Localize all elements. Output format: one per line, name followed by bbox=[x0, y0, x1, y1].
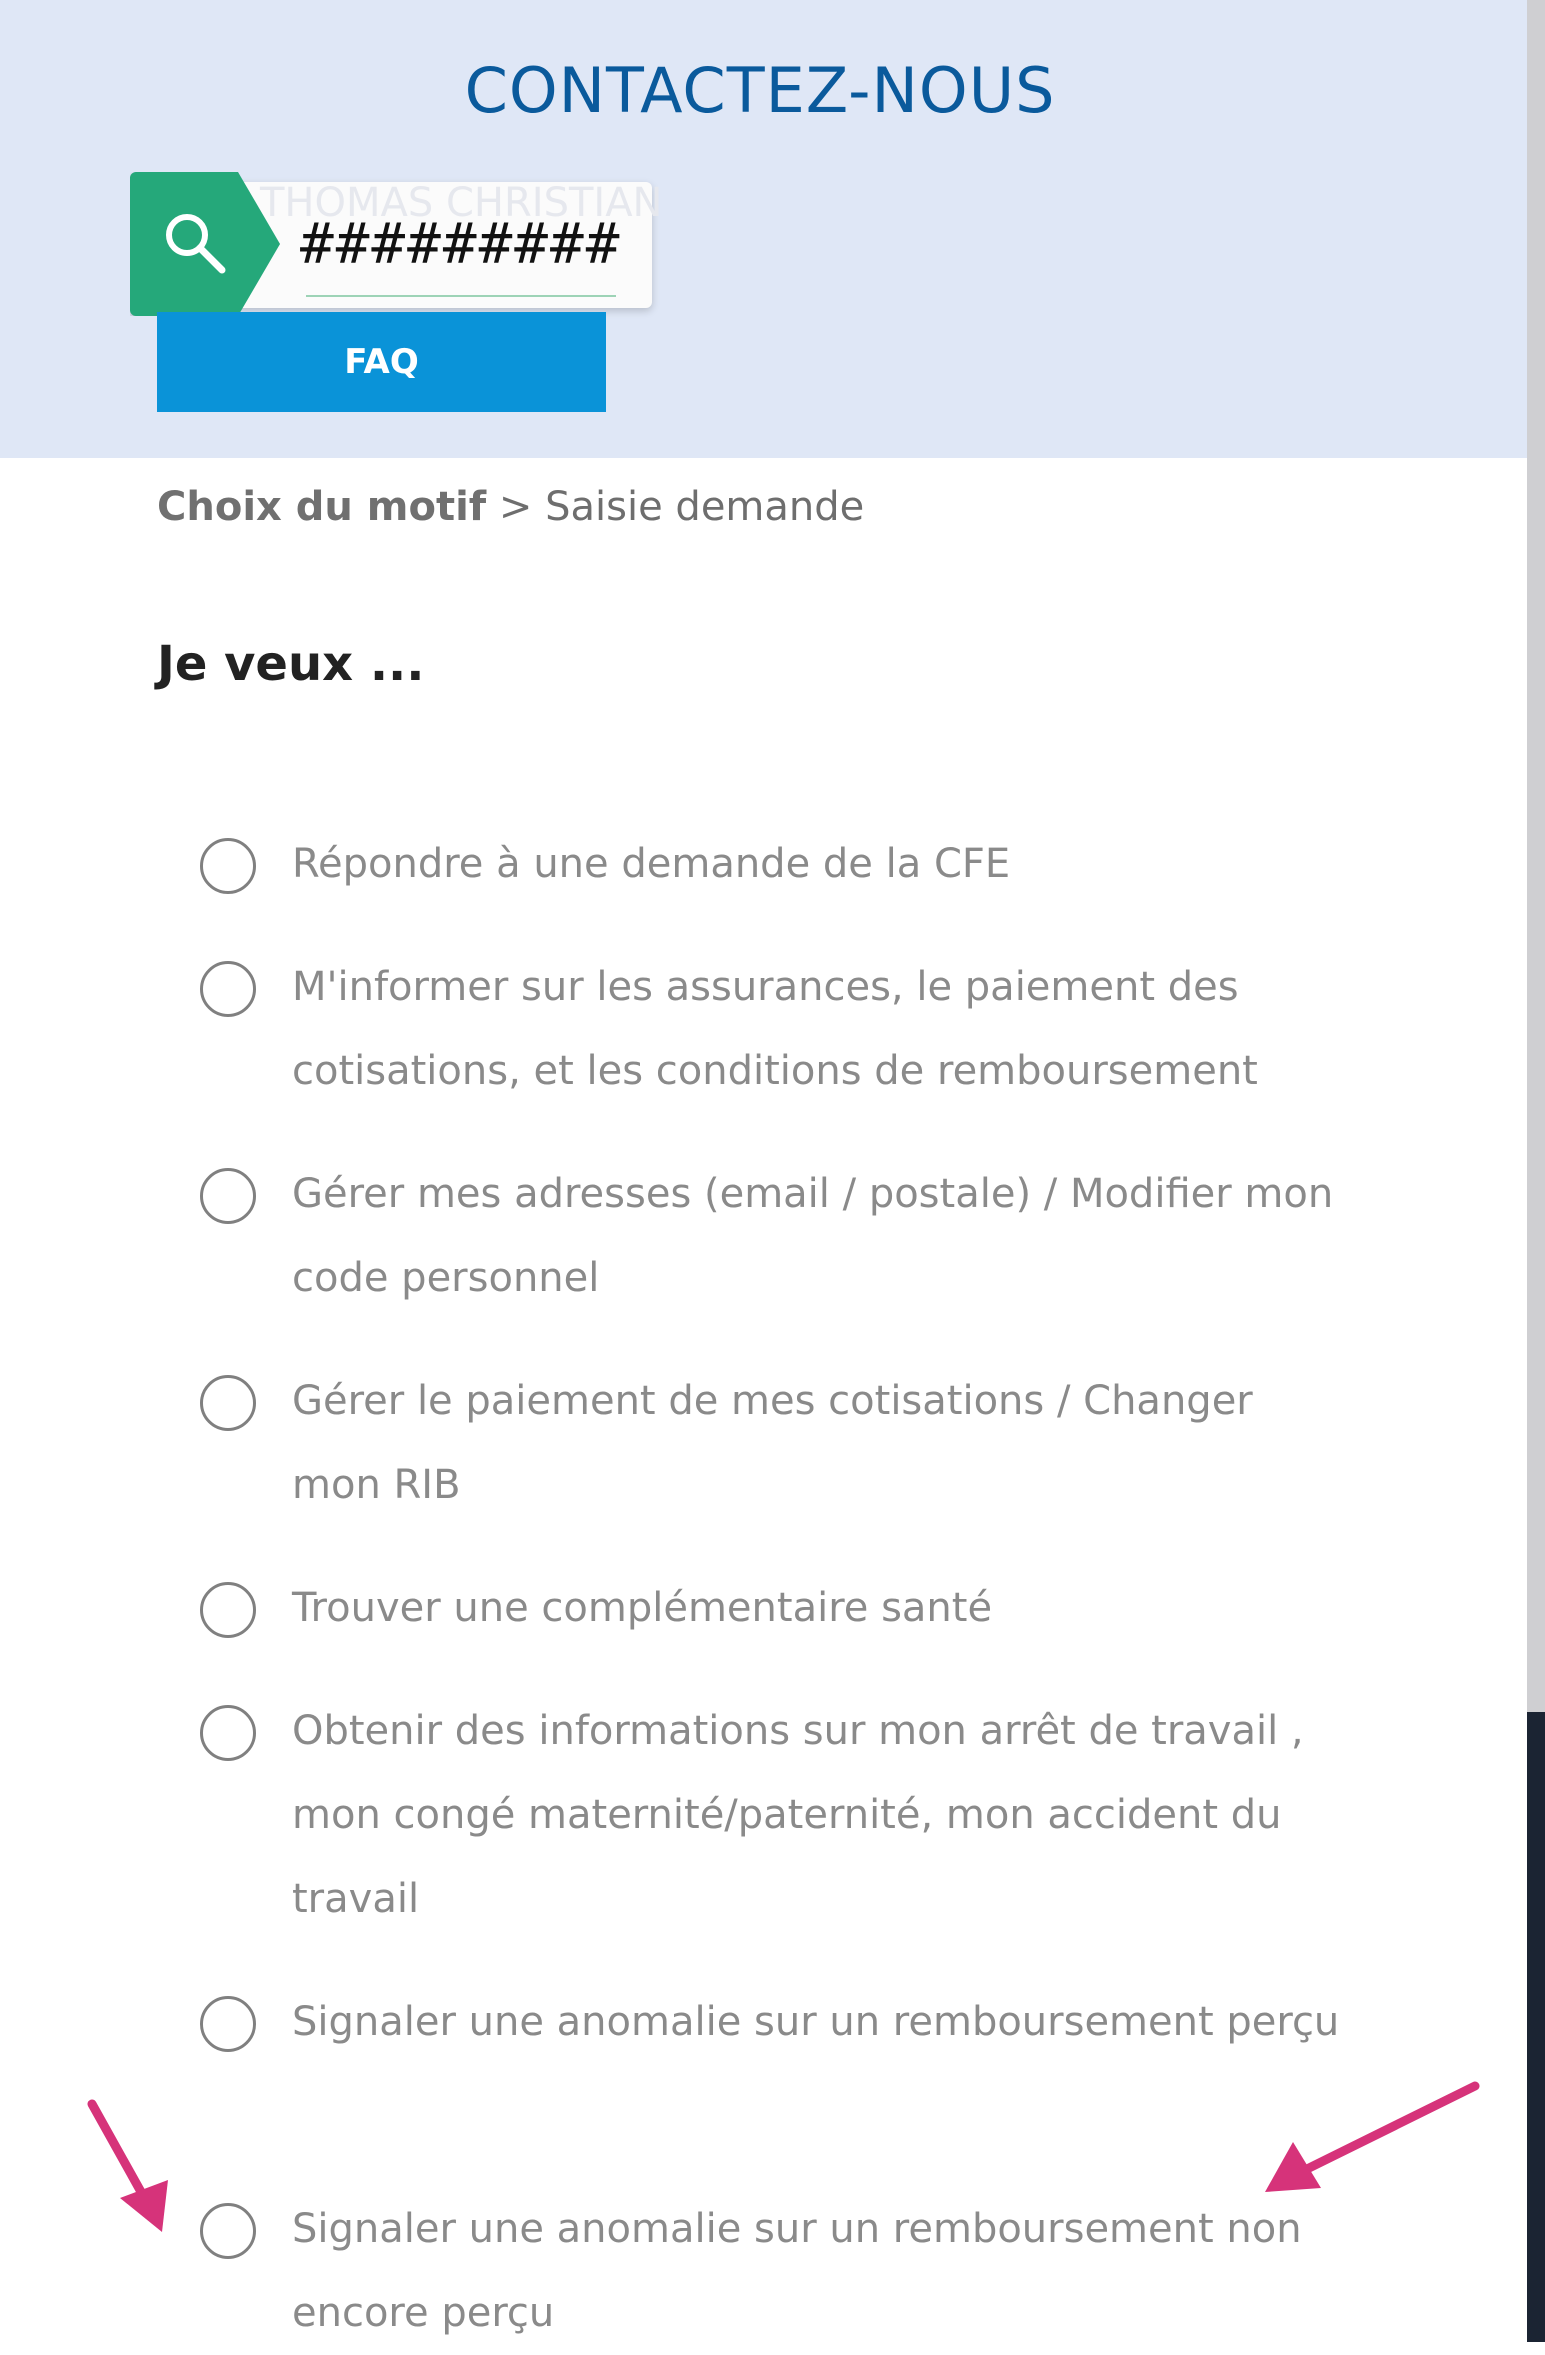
radio-button[interactable] bbox=[200, 961, 256, 1017]
radio-button[interactable] bbox=[200, 1582, 256, 1638]
radio-button[interactable] bbox=[200, 1375, 256, 1431]
radio-button[interactable] bbox=[200, 2203, 256, 2259]
form-title: Je veux ... bbox=[157, 636, 425, 692]
option-label: Signaler une anomalie sur un remboursement perçu bbox=[292, 1999, 1340, 2045]
scrollbar-thumb[interactable] bbox=[1527, 1712, 1545, 2342]
option-label: Trouver une complémentaire santé bbox=[292, 1585, 993, 1631]
radio-button[interactable] bbox=[200, 838, 256, 894]
member-name: THOMAS CHRISTIAN bbox=[260, 180, 663, 226]
arrow-annotation-icon bbox=[1255, 2070, 1485, 2200]
option-label: Obtenir des informations sur mon arrêt de travail , mon congé maternité/paternité, mon accident du travail bbox=[292, 1708, 1304, 1922]
breadcrumb-separator: > bbox=[498, 484, 533, 530]
search-icon bbox=[160, 208, 230, 278]
radio-button[interactable] bbox=[200, 1705, 256, 1761]
option-label: Gérer mes adresses (email / postale) / Modifier mon code personnel bbox=[292, 1171, 1334, 1301]
breadcrumb-step-saisie: Saisie demande bbox=[545, 484, 865, 530]
breadcrumb-step-motif[interactable]: Choix du motif bbox=[157, 484, 487, 530]
option-label: Gérer le paiement de mes cotisations / Changer mon RIB bbox=[292, 1378, 1253, 1508]
option-label: M'informer sur les assurances, le paiement des cotisations, et les conditions de remboursement bbox=[292, 964, 1258, 1094]
radio-button[interactable] bbox=[200, 1168, 256, 1224]
member-number: ######### bbox=[300, 212, 622, 277]
member-number-underline bbox=[306, 295, 616, 297]
option-label: Répondre à une demande de la CFE bbox=[292, 841, 1011, 887]
radio-button[interactable] bbox=[200, 1996, 256, 2052]
page-title: CONTACTEZ-NOUS bbox=[464, 53, 1056, 127]
option-label: Signaler une anomalie sur un remboursement non encore perçu bbox=[292, 2206, 1302, 2336]
breadcrumb bbox=[157, 484, 864, 530]
arrow-annotation-icon bbox=[70, 2090, 180, 2240]
faq-button[interactable]: FAQ bbox=[157, 312, 606, 412]
